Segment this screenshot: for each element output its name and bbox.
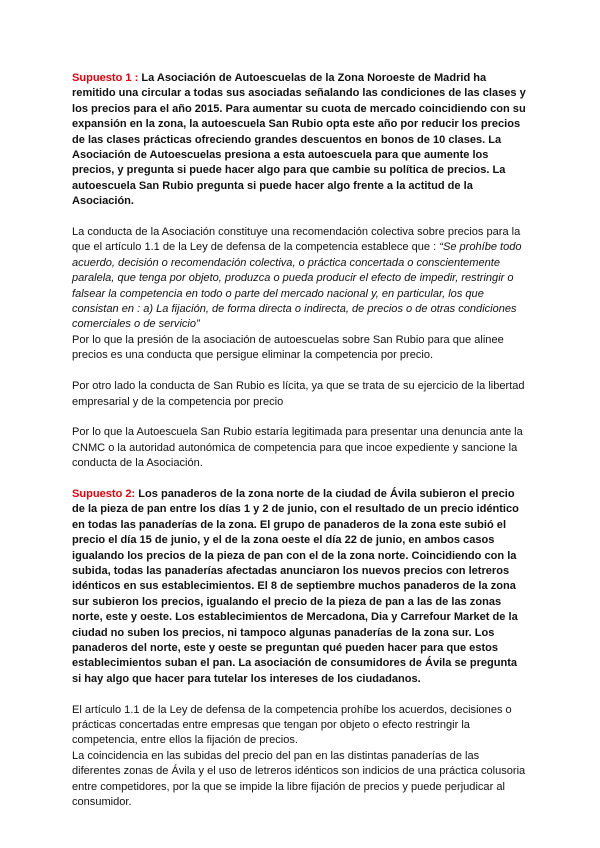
- spacer: [72, 687, 528, 702]
- supuesto-1-answer-paragraph: [72, 225, 528, 333]
- spacer: [72, 410, 528, 425]
- spacer: [72, 210, 528, 225]
- supuesto-2-statement: [72, 487, 528, 687]
- spacer: [72, 364, 528, 379]
- supuesto-1-answer-2: Por lo que la presión de la asociación de autoescuelas sobre San Rubio para que alinee precios es una conducta que persigue eliminar la competencia por precio.: [72, 333, 504, 362]
- supuesto-1-statement: [72, 71, 528, 210]
- supuesto-1-answer-intro: La conducta de la Asociación constituye una recomendación colectiva sobre precios para la que el artículo 1.1 de la Ley de defensa de la competencia establece que :: [72, 226, 521, 254]
- supuesto-2-answer-1: El artículo 1.1 de la Ley de defensa de la competencia prohíbe los acuerdos, decisiones o prácticas concertadas entre empresas que tengan por objeto o efecto restringir la competencia, entre ellos la fijación de precios.: [72, 703, 512, 747]
- supuesto-2-text: Los panaderos de la zona norte de la ciudad de Ávila subieron el precio de la pieza de pan entre los días 1 y 2 de junio, con el resultado de un precio idéntico en todas las panaderías de la zona. El grupo de panaderos de la zona este subió el precio el día 15 de junio, y el de la zona oeste el día 22 de junio, en ambos casos igualando los precios de la pieza de pan con el de la zona norte. Coincidiendo con la subida, todas las panaderías afectadas anunciaron los nuevos precios con letreros idénticos en sus establecimientos. El 8 de septiembre muchos panaderos de la zona sur subieron los precios, igualando el precio de la pieza de pan a las de las zonas norte, este y oeste. Los establecimientos de Mercadona, Dia y Carrefour Market de la ciudad no suben los precios, ni tampoco algunas panaderías de la zona sur. Los panaderos del norte, este y oeste se preguntan qué pueden hacer para que estos establecimientos suban el pan. La asociación de consumidores de Ávila se pregunta si hay algo que hacer para tutelar los intereses de los ciudadanos.: [72, 487, 519, 685]
- spacer: [72, 472, 528, 487]
- supuesto-2-label: Supuesto 2:: [72, 487, 136, 500]
- supuesto-1-text: La Asociación de Autoescuelas de la Zona Noroeste de Madrid ha remitido una circular a todas sus asociadas señalando las condiciones de las clases y los precios para el año 2015. Para aumentar su cuota de mercado coincidiendo con su expansión en la zona, la autoescuela San Rubio opta este año por reducir los precios de las clases prácticas ofreciendo grandes descuentos en bonos de 10 clases. La Asociación de Autoescuelas presiona a esta autoescuela para que aumente los precios, y pregunta si puede hacer algo para que cambie su política de precios. La autoescuela San Rubio pregunta si puede hacer algo frente a la actitud de la Asociación.: [72, 72, 526, 208]
- supuesto-2-answer-2: La coincidencia en las subidas del precio del pan en las distintas panaderías de las diferentes zonas de Ávila y el uso de letreros idénticos son indicios de una práctica colusoria entre competidores, por la que se impide la libre fijación de precios y puede perjudicar al consumidor.: [72, 749, 526, 809]
- supuesto-1-answer-3: Por otro lado la conducta de San Rubio es lícita, ya que se trata de su ejercicio de la libertad empresarial y de la competencia por precio: [72, 380, 525, 408]
- supuesto-1-answer-4: Por lo que la Autoescuela San Rubio estaría legitimada para presentar una denuncia ante la CNMC o la autoridad autonómica de competencia para que incoe expediente y sancione la conducta de la Asociación.: [72, 426, 523, 470]
- law-quote: “Se prohíbe todo acuerdo, decisión o recomendación colectiva, o práctica concertada o conscientemente paralela, que tenga por objeto, produzca o pueda producir el efecto de impedir, restringir o falsear la competencia en todo o parte del mercado nacional y, en particular, los que consistan en : a) La fijación, de forma directa o indirecta, de precios o de otras condiciones comerciales o de servicio”: [72, 241, 522, 331]
- supuesto-1-label: Supuesto 1 :: [72, 72, 139, 84]
- document-page: [72, 71, 528, 810]
